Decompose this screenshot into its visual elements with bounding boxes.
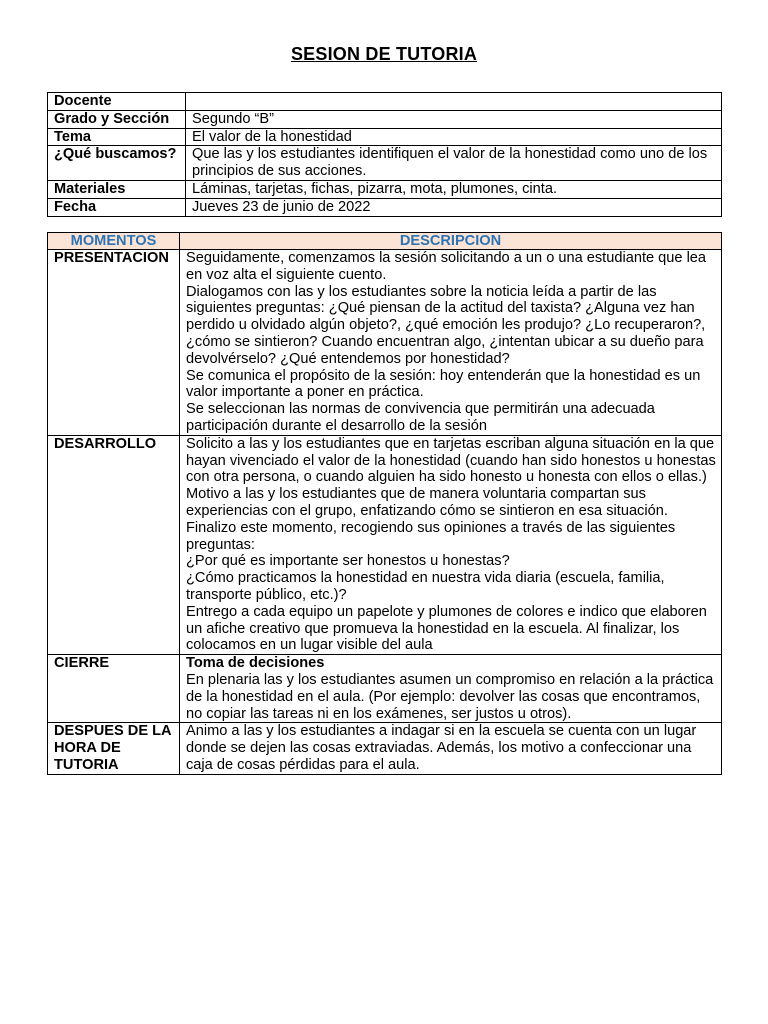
moment-description xyxy=(180,655,722,723)
tema-value: El valor de la honestidad xyxy=(186,128,722,146)
info-row-materiales xyxy=(48,180,722,198)
description-paragraph: Seguidamente, comenzamos la sesión solicitando a un o una estudiante que lea en voz alta el siguiente cuento. xyxy=(186,250,707,283)
description-paragraph: Animo a las y los estudiantes a indagar si en la escuela se cuenta con un lugar donde se dejen las cosas extraviadas. Además, los motivo a confeccionar una caja de cosas pérdidas para el aula. xyxy=(186,723,697,773)
fecha-label: Fecha xyxy=(48,198,186,216)
info-row-docente xyxy=(48,93,722,111)
description-paragraph: Solicito a las y los estudiantes que en tarjetas escriban alguna situación en la que hayan vivenciado el valor de la honestidad (cuando han sido honestos u honestas con otra persona, o cuando alguien ha sido honesto u honesta con ellos o ellas.) xyxy=(186,435,716,486)
description-paragraph: En plenaria las y los estudiantes asumen un compromiso en relación a la práctica de la honestidad en el aula. (Por ejemplo: devolver las cosas que encontramos, no copiar las tareas ni en los exámenes, ser justos u otros). xyxy=(186,671,714,722)
moment-description xyxy=(180,723,722,774)
header-momentos: MOMENTOS xyxy=(48,233,180,250)
info-row-grado xyxy=(48,110,722,128)
info-row-buscamos xyxy=(48,146,722,181)
moment-description xyxy=(180,250,722,436)
description-paragraph: Entrego a cada equipo un papelote y plumones de colores e indico que elaboren un afiche creativo que promueva la honestidad en la escuela. Al finalizar, los colocamos en un lugar visible del aula xyxy=(186,603,707,654)
grado-label: Grado y Sección xyxy=(48,110,186,128)
description-subheading: Toma de decisiones xyxy=(186,655,325,672)
description-paragraph: Dialogamos con las y los estudiantes sobre la noticia leída a partir de las siguientes preguntas: ¿Qué piensan de la actitud del taxista? ¿Alguna vez han perdido u olvidado algún objeto?, ¿qué emoción les produjo? ¿Lo recuperaron?, ¿cómo se sintieron? Cuando encuentran algo, ¿intentan ubicar a su dueño para devolvérselo? ¿Qué entendemos por honestidad? xyxy=(186,283,706,367)
materiales-value: Láminas, tarjetas, fichas, pizarra, mota, plumones, cinta. xyxy=(186,180,722,198)
moment-row-despues xyxy=(48,723,722,774)
session-moments-table xyxy=(47,232,722,775)
session-info-table xyxy=(47,92,722,217)
description-paragraph: Finalizo este momento, recogiendo sus opiniones a través de las siguientes preguntas: xyxy=(186,519,676,553)
description-paragraph: Se seleccionan las normas de convivencia que permitirán una adecuada participación durante el desarrollo de la sesión xyxy=(186,401,655,434)
moments-header-row xyxy=(48,233,722,250)
info-row-fecha xyxy=(48,198,722,216)
moment-label: DESPUES DE LA HORA DE TUTORIA xyxy=(48,723,180,774)
moment-description xyxy=(180,435,722,654)
moment-row-desarrollo xyxy=(48,435,722,654)
page-title: SESION DE TUTORIA xyxy=(290,44,478,64)
moment-label: DESARROLLO xyxy=(48,435,180,654)
moment-label: CIERRE xyxy=(48,655,180,723)
info-row-tema xyxy=(48,128,722,146)
moment-row-presentacion xyxy=(48,250,722,436)
docente-label: Docente xyxy=(48,93,186,111)
description-paragraph: ¿Cómo practicamos la honestidad en nuestra vida diaria (escuela, familia, transporte público, etc.)? xyxy=(186,570,665,603)
moment-row-cierre xyxy=(48,655,722,723)
materiales-label: Materiales xyxy=(48,180,186,198)
description-paragraph: Motivo a las y los estudiantes que de manera voluntaria compartan sus experiencias con el grupo, enfatizando cómo se sintieron en esa situación. xyxy=(186,486,668,519)
tema-label: Tema xyxy=(48,128,186,146)
fecha-value: Jueves 23 de junio de 2022 xyxy=(186,198,722,216)
header-descripcion: DESCRIPCION xyxy=(180,233,722,250)
buscamos-value: Que las y los estudiantes identifiquen el valor de la honestidad como uno de los principios de sus acciones. xyxy=(186,146,722,181)
description-paragraph: Se comunica el propósito de la sesión: hoy entenderán que la honestidad es un valor importante a poner en práctica. xyxy=(186,367,701,401)
moment-label: PRESENTACION xyxy=(48,250,180,436)
grado-value: Segundo “B” xyxy=(186,110,722,128)
docente-value xyxy=(186,93,722,111)
description-paragraph: ¿Por qué es importante ser honestos u honestas? xyxy=(186,553,510,570)
buscamos-label: ¿Qué buscamos? xyxy=(48,146,186,181)
